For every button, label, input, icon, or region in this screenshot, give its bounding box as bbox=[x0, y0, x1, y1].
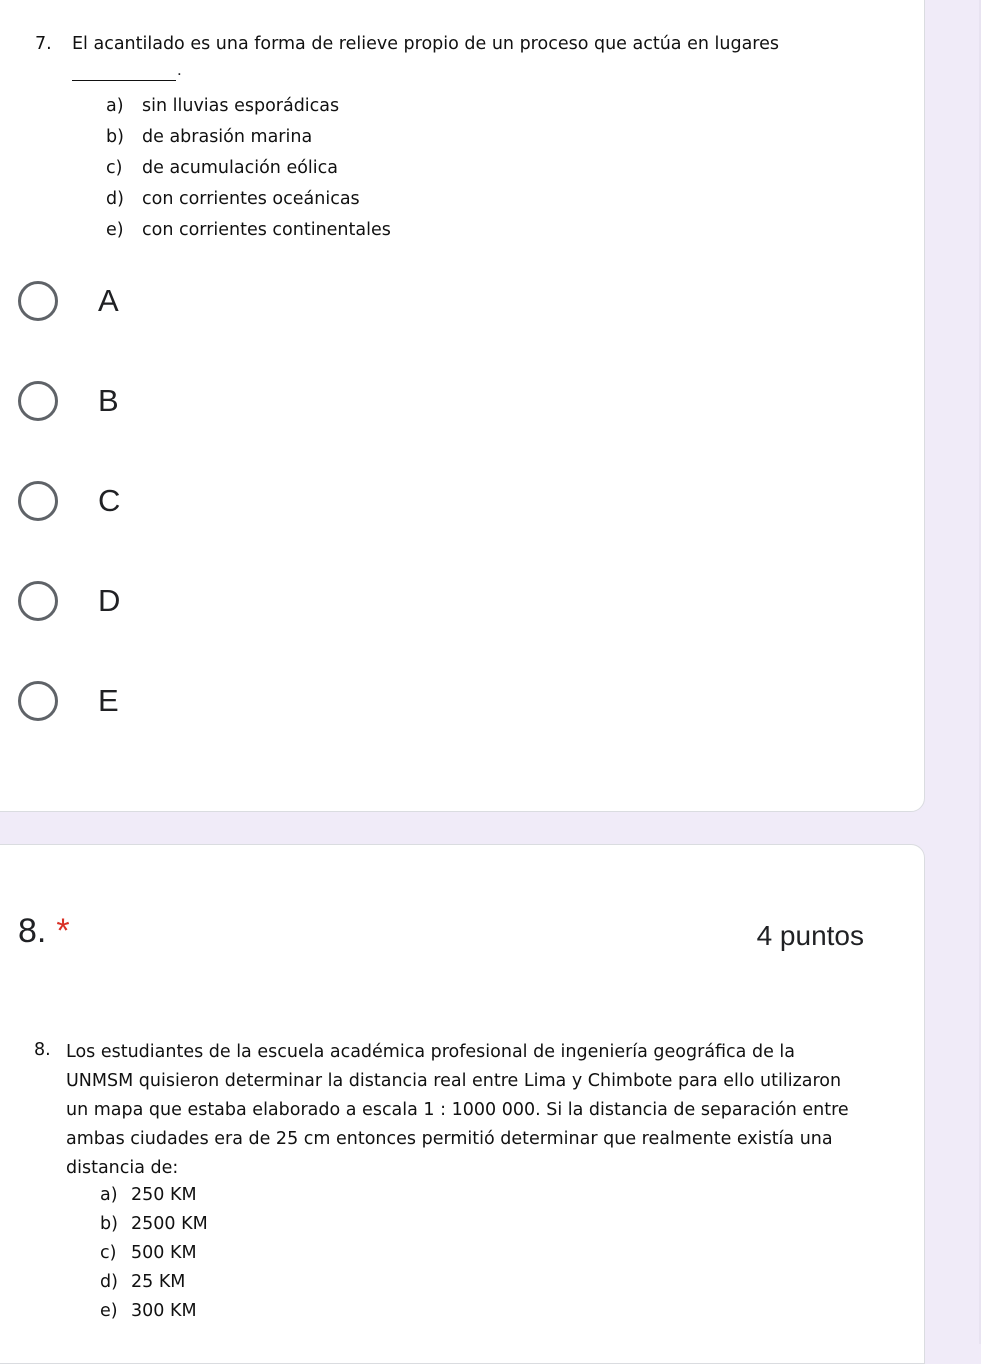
option-letter: b) bbox=[100, 1213, 118, 1234]
choice-c-radio-option[interactable] bbox=[18, 476, 120, 526]
option-text: con corrientes oceánicas bbox=[142, 188, 360, 209]
question-7-blank-suffix: . bbox=[177, 60, 182, 79]
question-7-stem: El acantilado es una forma de relieve propio de un proceso que actúa en lugares bbox=[72, 34, 779, 54]
option-letter: a) bbox=[100, 1184, 118, 1205]
question-7-number: 7. bbox=[35, 34, 52, 54]
radio-button-circle[interactable] bbox=[18, 281, 58, 321]
required-asterisk: * bbox=[56, 912, 70, 950]
question-points: 4 puntos bbox=[756, 920, 864, 951]
list-item bbox=[106, 90, 391, 121]
option-text: de acumulación eólica bbox=[142, 157, 338, 178]
question-8-option-list bbox=[100, 1180, 208, 1325]
option-text: 300 KM bbox=[131, 1300, 197, 1321]
option-letter: d) bbox=[106, 188, 124, 209]
choice-label[interactable]: B bbox=[98, 383, 119, 418]
question-7-blank bbox=[72, 64, 176, 81]
choice-d-radio-option[interactable] bbox=[18, 576, 120, 626]
option-text: 25 KM bbox=[131, 1271, 186, 1292]
question-8-stem: Los estudiantes de la escuela académica profesional de ingeniería geográfica de la UNMSM quisieron determinar la distancia real entre Lima y Chimbote para ello utilizaron un mapa que estaba elaborado a escala 1 : 1000 000. Si la distancia de separación entre ambas ciudades era de 25 cm entonces permitió determinar que realmente existía una distancia de: bbox=[66, 1042, 849, 1178]
choice-a-radio-option[interactable] bbox=[18, 276, 119, 326]
list-item bbox=[100, 1267, 208, 1296]
radio-button-circle[interactable] bbox=[18, 581, 58, 621]
list-item bbox=[100, 1296, 208, 1325]
list-item bbox=[106, 152, 391, 183]
choice-e-radio-option[interactable] bbox=[18, 676, 119, 726]
option-letter: a) bbox=[106, 95, 124, 116]
list-item bbox=[106, 183, 391, 214]
choice-label[interactable]: A bbox=[98, 283, 119, 318]
option-letter: c) bbox=[100, 1242, 117, 1263]
radio-button-circle[interactable] bbox=[18, 381, 58, 421]
question-8-number: 8. bbox=[34, 1040, 51, 1060]
option-text: de abrasión marina bbox=[142, 126, 313, 147]
option-text: 250 KM bbox=[131, 1184, 197, 1205]
option-text: 500 KM bbox=[131, 1242, 197, 1263]
list-item bbox=[106, 214, 391, 245]
choice-label[interactable]: E bbox=[98, 683, 119, 718]
question-7-option-list bbox=[106, 90, 391, 245]
list-item bbox=[106, 121, 391, 152]
option-text: sin lluvias esporádicas bbox=[142, 95, 340, 116]
choice-label[interactable]: C bbox=[98, 483, 121, 518]
radio-button-circle[interactable] bbox=[18, 681, 58, 721]
radio-button-circle[interactable] bbox=[18, 481, 58, 521]
option-letter: b) bbox=[106, 126, 124, 147]
option-letter: d) bbox=[100, 1271, 118, 1292]
option-text: con corrientes continentales bbox=[142, 219, 391, 240]
option-letter: e) bbox=[106, 219, 124, 240]
question-8-title bbox=[18, 912, 70, 951]
choice-label[interactable]: D bbox=[98, 583, 121, 618]
list-item bbox=[100, 1238, 208, 1267]
option-text: 2500 KM bbox=[131, 1213, 208, 1234]
option-letter: c) bbox=[106, 157, 123, 178]
choice-b-radio-option[interactable] bbox=[18, 376, 119, 426]
list-item bbox=[100, 1180, 208, 1209]
option-letter: e) bbox=[100, 1300, 118, 1321]
list-item bbox=[100, 1209, 208, 1238]
question-title-text: 8. bbox=[18, 912, 47, 950]
